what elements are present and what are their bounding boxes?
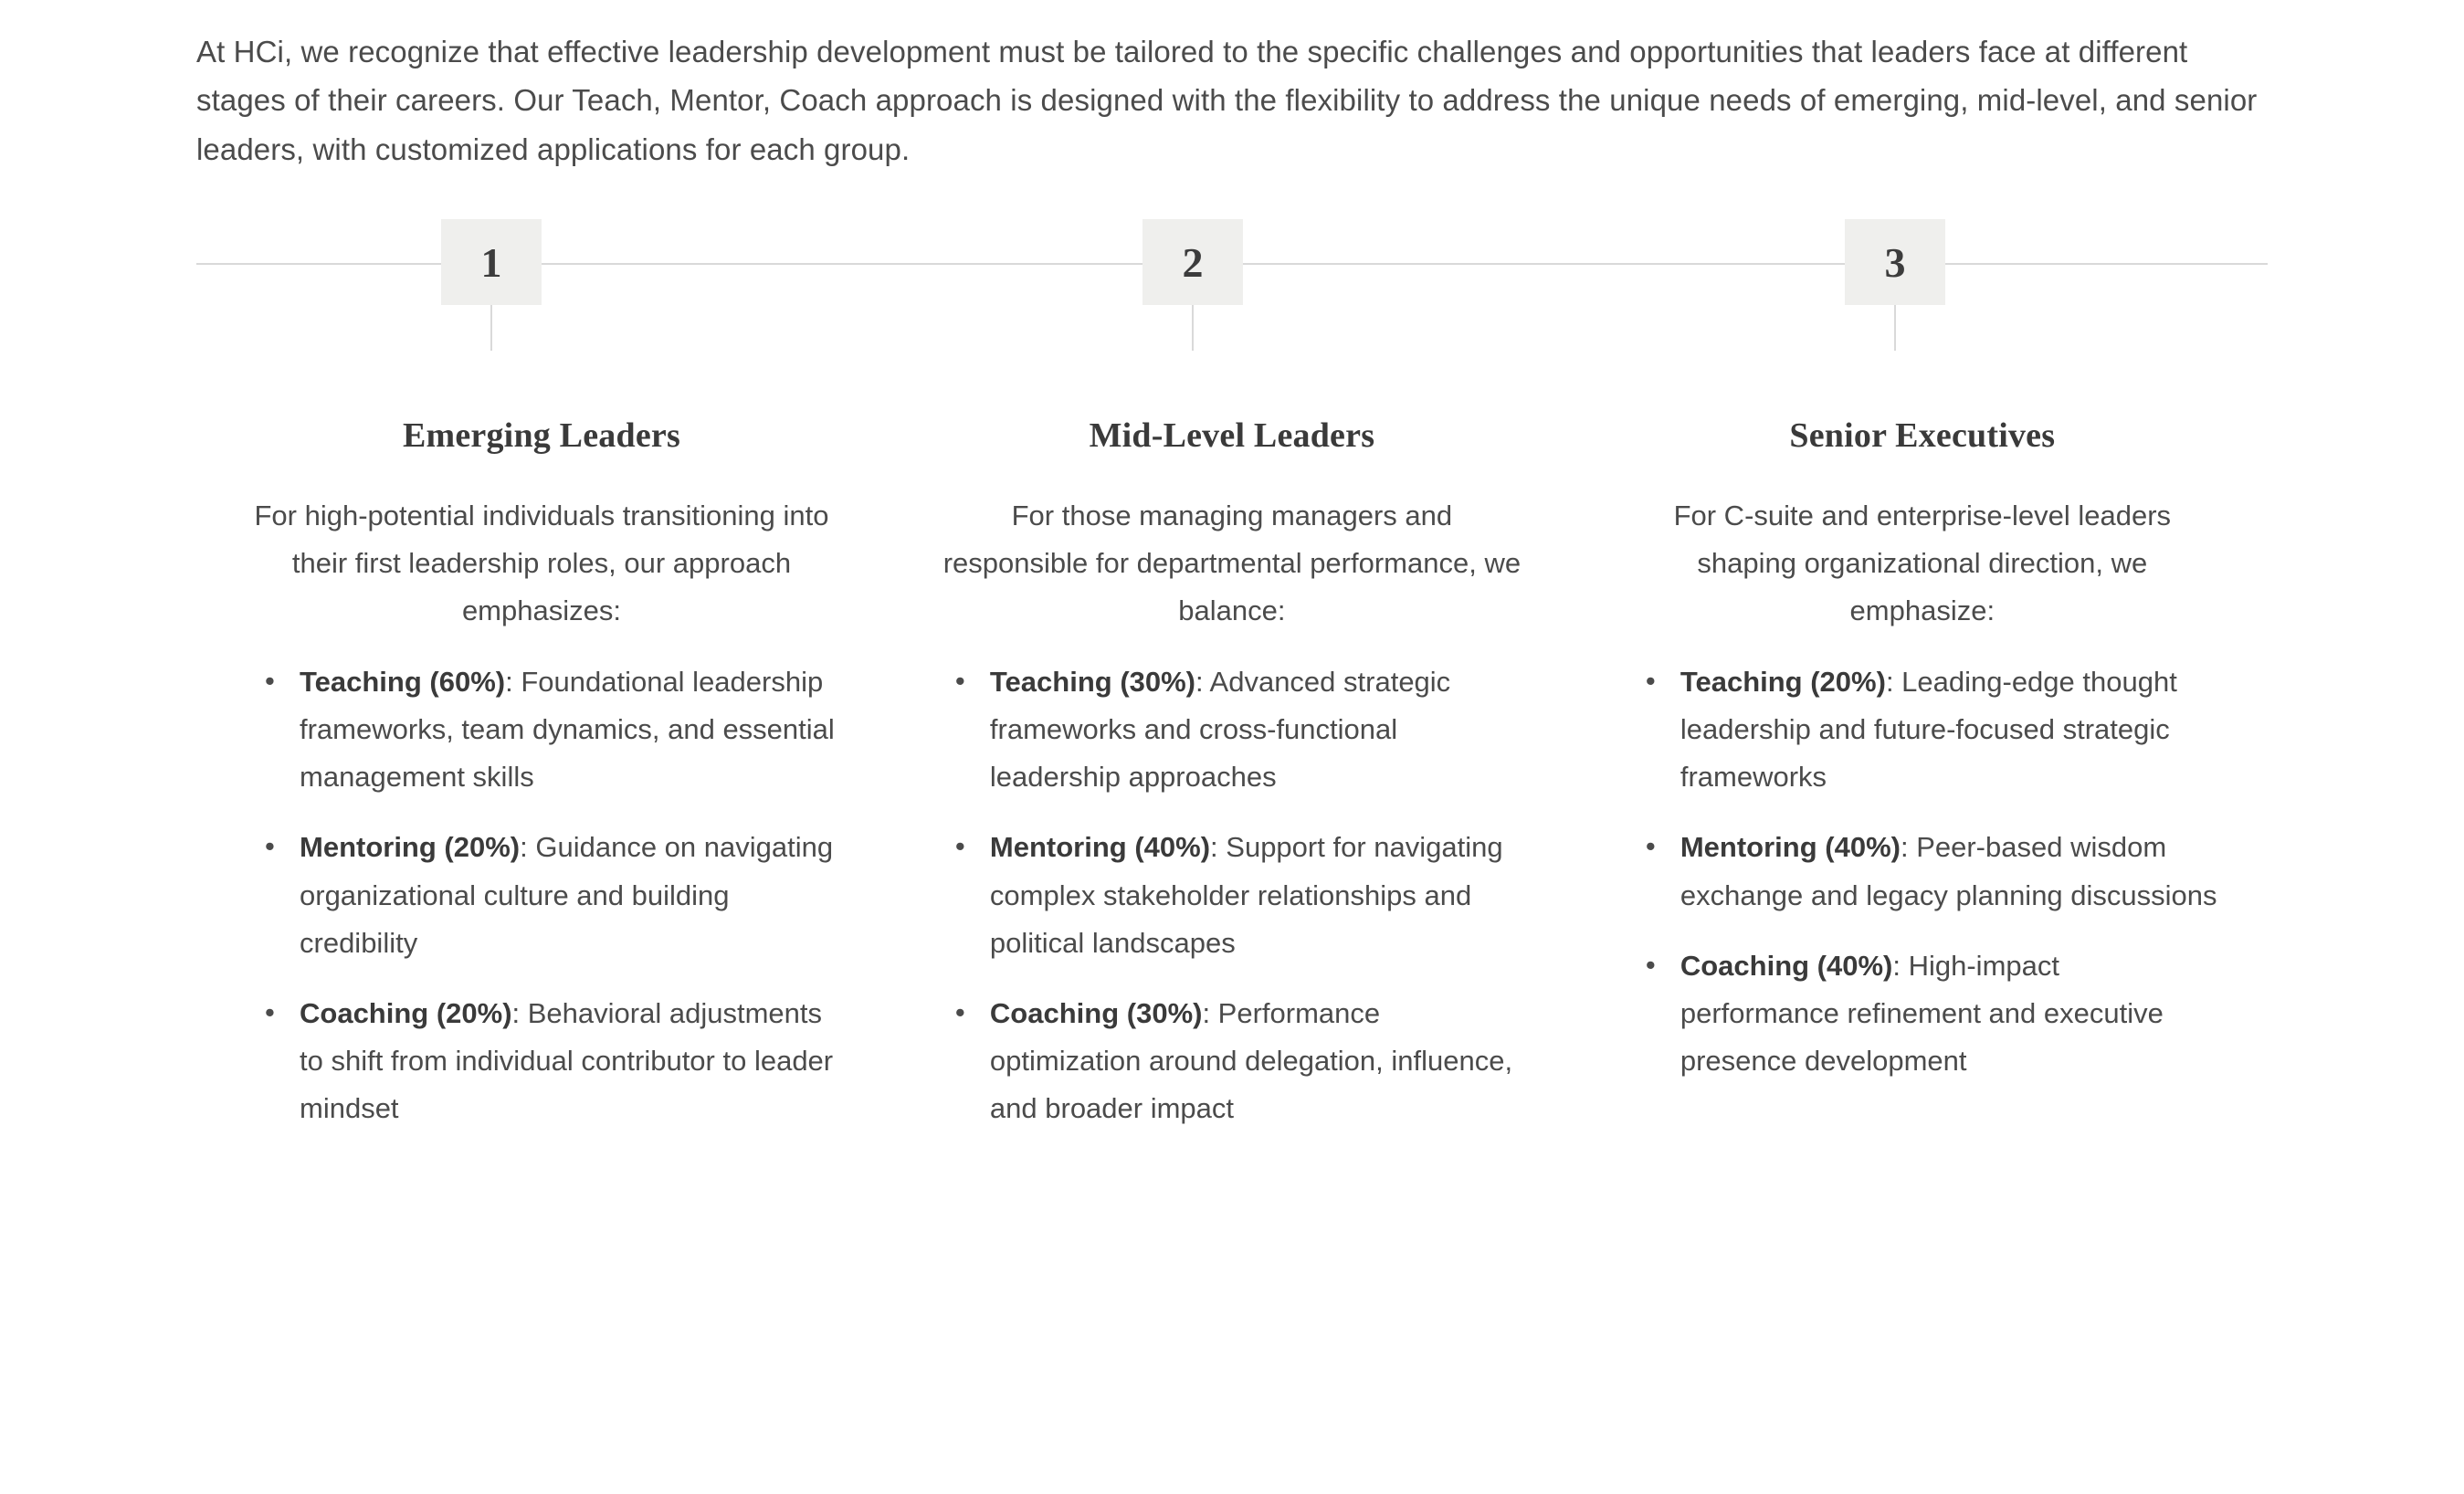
- step-number-badge: 3: [1845, 219, 1945, 305]
- list-item: [990, 824, 1527, 966]
- bullet-label: Teaching (20%): [1680, 666, 1886, 699]
- intro-paragraph: At HCi, we recognize that effective leadership development must be tailored to the specific challenges and opportunities that leaders face at different stages of their careers. Our Teach, Mentor, Coach approach is designed with the flexibility to address the unique needs of emerging, mid-level, and senior leaders, with customized applications for each group.: [196, 35, 2258, 166]
- list-item: [300, 824, 837, 966]
- list-item: [990, 990, 1527, 1132]
- list-item: [1680, 658, 2217, 801]
- bullet-label: Mentoring (40%): [1680, 831, 1901, 864]
- step-number-badge: 1: [441, 219, 542, 305]
- bullet-text: : Peer-based wisdom exchange and legacy planning discussions: [1680, 831, 2217, 911]
- column-emerging-leaders: [196, 416, 887, 1155]
- bullet-label: Coaching (30%): [989, 996, 1203, 1029]
- timeline-step-2: [1142, 219, 1243, 351]
- timeline-step-3: [1845, 219, 1945, 351]
- column-title: Emerging Leaders: [402, 416, 680, 455]
- column-mid-level-leaders: [887, 416, 1577, 1155]
- list-item: [300, 990, 837, 1132]
- bullet-text: : Support for navigating complex stakeholder relationships and political landscapes: [989, 831, 1503, 959]
- list-item: [1680, 942, 2217, 1085]
- steps-timeline: [0, 219, 2464, 347]
- bullet-label: Coaching (20%): [300, 996, 512, 1029]
- column-senior-executives: [1577, 416, 2268, 1155]
- bullet-text: : Foundational leadership frameworks, team dynamics, and essential management skills: [300, 666, 835, 794]
- list-item: [300, 658, 837, 801]
- column-lead-text: For high-potential individuals transitioning into their first leadership roles, our approach emphasizes:: [254, 500, 829, 627]
- list-item: [990, 658, 1527, 801]
- bullet-label: Coaching (40%): [1680, 949, 1893, 982]
- bullet-text: : Guidance on navigating organizational culture and building credibility: [300, 831, 834, 959]
- bullet-text: : Leading-edge thought leadership and future-focused strategic frameworks: [1680, 666, 2177, 794]
- column-lead-text: For those managing managers and responsible for departmental performance, we balance:: [942, 500, 1522, 627]
- column-title: Mid-Level Leaders: [1089, 416, 1375, 455]
- bullet-label: Teaching (30%): [989, 666, 1196, 699]
- timeline-step-1: [441, 219, 542, 351]
- step-connector-line: [1192, 305, 1194, 351]
- bullet-text: : Performance optimization around delegation, influence, and broader impact: [989, 996, 1513, 1124]
- column-bullet-list: [1627, 658, 2217, 1085]
- step-number-badge: 2: [1142, 219, 1243, 305]
- column-lead-text: For C-suite and enterprise-level leaders shaping organizational direction, we emphasize:: [1673, 500, 2172, 627]
- bullet-label: Teaching (60%): [300, 666, 506, 699]
- column-bullet-list: [247, 658, 837, 1132]
- bullet-label: Mentoring (20%): [300, 831, 521, 864]
- bullet-text: : Behavioral adjustments to shift from individual contributor to leader mindset: [300, 996, 834, 1124]
- step-connector-line: [490, 305, 492, 351]
- list-item: [1680, 824, 2217, 919]
- bullet-text: : High-impact performance refinement and executive presence development: [1680, 949, 2164, 1077]
- bullet-label: Mentoring (40%): [989, 831, 1211, 864]
- column-title: Senior Executives: [1789, 416, 2056, 455]
- column-bullet-list: [937, 658, 1527, 1132]
- columns-container: [196, 416, 2268, 1155]
- step-connector-line: [1894, 305, 1896, 351]
- bullet-text: : Advanced strategic frameworks and cross-functional leadership approaches: [989, 666, 1451, 794]
